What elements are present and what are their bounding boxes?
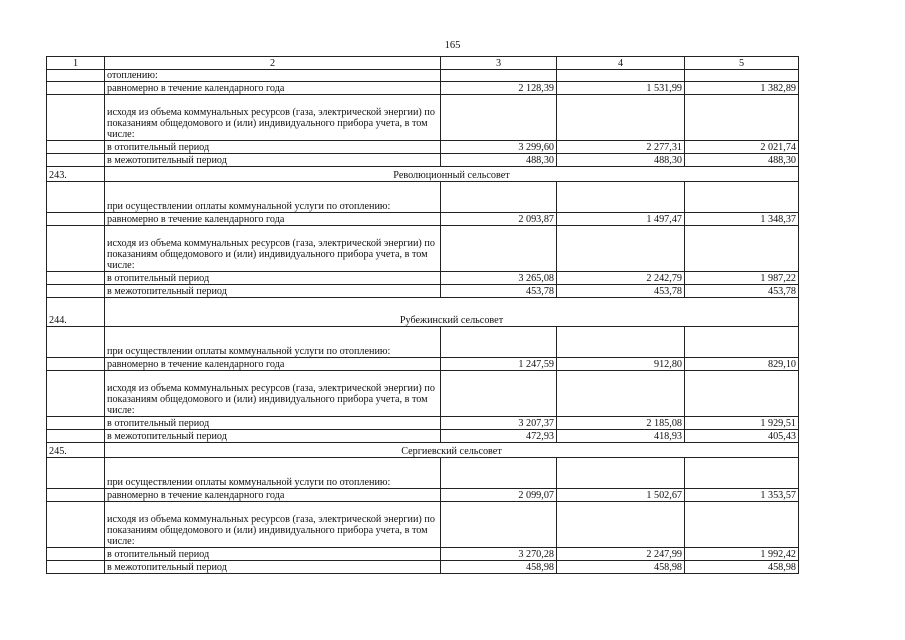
value-cell-5: 829,10 — [685, 358, 799, 371]
value-cell-3 — [441, 70, 557, 82]
value-cell-5: 405,43 — [685, 430, 799, 443]
column-header-4: 4 — [557, 57, 685, 70]
section-title: Сергиевский сельсовет — [105, 443, 799, 458]
row-description: в межотопительный период — [105, 430, 441, 443]
table-row — [47, 285, 799, 298]
section-number: 244. — [47, 298, 105, 327]
column-header-5: 5 — [685, 57, 799, 70]
value-cell-4: 488,30 — [557, 154, 685, 167]
value-cell-5: 1 348,37 — [685, 213, 799, 226]
section-row — [47, 443, 799, 458]
table-row — [47, 489, 799, 502]
value-cell-3 — [441, 371, 557, 417]
value-cell-3: 2 093,87 — [441, 213, 557, 226]
row-description: в межотопительный период — [105, 561, 441, 574]
row-number-cell — [47, 430, 105, 443]
row-number-cell — [47, 272, 105, 285]
value-cell-3: 3 207,37 — [441, 417, 557, 430]
value-cell-3 — [441, 182, 557, 213]
row-description: в отопительный период — [105, 417, 441, 430]
value-cell-5: 453,78 — [685, 285, 799, 298]
row-number-cell — [47, 502, 105, 548]
row-number-cell — [47, 213, 105, 226]
value-cell-3: 488,30 — [441, 154, 557, 167]
table-row — [47, 502, 799, 548]
value-cell-4: 418,93 — [557, 430, 685, 443]
row-number-cell — [47, 327, 105, 358]
value-cell-5 — [685, 458, 799, 489]
row-description: равномерно в течение календарного года — [105, 82, 441, 95]
value-cell-4: 2 242,79 — [557, 272, 685, 285]
table-row — [47, 226, 799, 272]
row-number-cell — [47, 417, 105, 430]
header-row — [47, 57, 799, 70]
value-cell-5 — [685, 226, 799, 272]
row-number-cell — [47, 154, 105, 167]
column-header-2: 2 — [105, 57, 441, 70]
row-description: исходя из объема коммунальных ресурсов (газа, электрической энергии) по показаниям общедомового и (или) индивидуального прибора учета, в том числе: — [105, 371, 441, 417]
table-row — [47, 358, 799, 371]
value-cell-4: 2 185,08 — [557, 417, 685, 430]
row-description: при осуществлении оплаты коммунальной услуги по отоплению: — [105, 327, 441, 358]
column-header-1: 1 — [47, 57, 105, 70]
table-row — [47, 548, 799, 561]
value-cell-4 — [557, 70, 685, 82]
value-cell-3: 2 128,39 — [441, 82, 557, 95]
value-cell-3: 3 270,28 — [441, 548, 557, 561]
table-row — [47, 70, 799, 82]
value-cell-4 — [557, 502, 685, 548]
value-cell-5: 458,98 — [685, 561, 799, 574]
section-row — [47, 298, 799, 327]
row-description: в отопительный период — [105, 548, 441, 561]
value-cell-4 — [557, 226, 685, 272]
row-description: исходя из объема коммунальных ресурсов (газа, электрической энергии) по показаниям общедомового и (или) индивидуального прибора учета, в том числе: — [105, 95, 441, 141]
table-row — [47, 213, 799, 226]
value-cell-4 — [557, 458, 685, 489]
table-row — [47, 371, 799, 417]
value-cell-3: 2 099,07 — [441, 489, 557, 502]
tariff-table-body — [47, 57, 799, 574]
table-row — [47, 272, 799, 285]
section-title: Революционный сельсовет — [105, 167, 799, 182]
value-cell-5: 1 992,42 — [685, 548, 799, 561]
value-cell-5 — [685, 95, 799, 141]
value-cell-3 — [441, 327, 557, 358]
row-number-cell — [47, 458, 105, 489]
table-row — [47, 417, 799, 430]
row-number-cell — [47, 285, 105, 298]
value-cell-3 — [441, 458, 557, 489]
value-cell-3: 3 265,08 — [441, 272, 557, 285]
value-cell-4: 1 497,47 — [557, 213, 685, 226]
column-header-3: 3 — [441, 57, 557, 70]
row-number-cell — [47, 358, 105, 371]
row-description: равномерно в течение календарного года — [105, 489, 441, 502]
value-cell-4: 2 247,99 — [557, 548, 685, 561]
value-cell-3: 453,78 — [441, 285, 557, 298]
value-cell-4: 912,80 — [557, 358, 685, 371]
row-number-cell — [47, 182, 105, 213]
page-number: 165 — [444, 40, 461, 51]
table-row — [47, 327, 799, 358]
value-cell-5: 1 987,22 — [685, 272, 799, 285]
value-cell-5 — [685, 327, 799, 358]
value-cell-3 — [441, 226, 557, 272]
value-cell-3 — [441, 502, 557, 548]
row-number-cell — [47, 371, 105, 417]
value-cell-5: 1 353,57 — [685, 489, 799, 502]
tariff-table — [46, 56, 799, 574]
value-cell-4: 1 502,67 — [557, 489, 685, 502]
table-row — [47, 95, 799, 141]
value-cell-3 — [441, 95, 557, 141]
row-description: исходя из объема коммунальных ресурсов (газа, электрической энергии) по показаниям общедомового и (или) индивидуального прибора учета, в том числе: — [105, 502, 441, 548]
table-row — [47, 82, 799, 95]
table-row — [47, 141, 799, 154]
table-row — [47, 430, 799, 443]
row-description: при осуществлении оплаты коммунальной услуги по отоплению: — [105, 182, 441, 213]
section-title: Рубежинский сельсовет — [105, 298, 799, 327]
row-description: в межотопительный период — [105, 154, 441, 167]
row-description: в отопительный период — [105, 272, 441, 285]
row-description: равномерно в течение календарного года — [105, 358, 441, 371]
row-number-cell — [47, 489, 105, 502]
table-row — [47, 458, 799, 489]
row-number-cell — [47, 141, 105, 154]
value-cell-3: 3 299,60 — [441, 141, 557, 154]
value-cell-4 — [557, 327, 685, 358]
value-cell-4: 1 531,99 — [557, 82, 685, 95]
value-cell-4 — [557, 95, 685, 141]
value-cell-3: 472,93 — [441, 430, 557, 443]
row-description: в межотопительный период — [105, 285, 441, 298]
row-number-cell — [47, 226, 105, 272]
value-cell-5 — [685, 502, 799, 548]
table-row — [47, 154, 799, 167]
section-row — [47, 167, 799, 182]
value-cell-5 — [685, 182, 799, 213]
row-number-cell — [47, 95, 105, 141]
row-description: отоплению: — [105, 70, 441, 82]
row-description: при осуществлении оплаты коммунальной услуги по отоплению: — [105, 458, 441, 489]
row-description: в отопительный период — [105, 141, 441, 154]
value-cell-3: 1 247,59 — [441, 358, 557, 371]
value-cell-5 — [685, 371, 799, 417]
value-cell-5 — [685, 70, 799, 82]
value-cell-5: 2 021,74 — [685, 141, 799, 154]
row-description: равномерно в течение календарного года — [105, 213, 441, 226]
table-row — [47, 182, 799, 213]
section-number: 245. — [47, 443, 105, 458]
value-cell-5: 1 929,51 — [685, 417, 799, 430]
value-cell-3: 458,98 — [441, 561, 557, 574]
row-description: исходя из объема коммунальных ресурсов (газа, электрической энергии) по показаниям общедомового и (или) индивидуального прибора учета, в том числе: — [105, 226, 441, 272]
row-number-cell — [47, 70, 105, 82]
value-cell-5: 1 382,89 — [685, 82, 799, 95]
row-number-cell — [47, 561, 105, 574]
value-cell-4: 2 277,31 — [557, 141, 685, 154]
value-cell-4: 458,98 — [557, 561, 685, 574]
value-cell-4 — [557, 182, 685, 213]
value-cell-4 — [557, 371, 685, 417]
row-number-cell — [47, 548, 105, 561]
value-cell-4: 453,78 — [557, 285, 685, 298]
table-row — [47, 561, 799, 574]
value-cell-5: 488,30 — [685, 154, 799, 167]
row-number-cell — [47, 82, 105, 95]
section-number: 243. — [47, 167, 105, 182]
